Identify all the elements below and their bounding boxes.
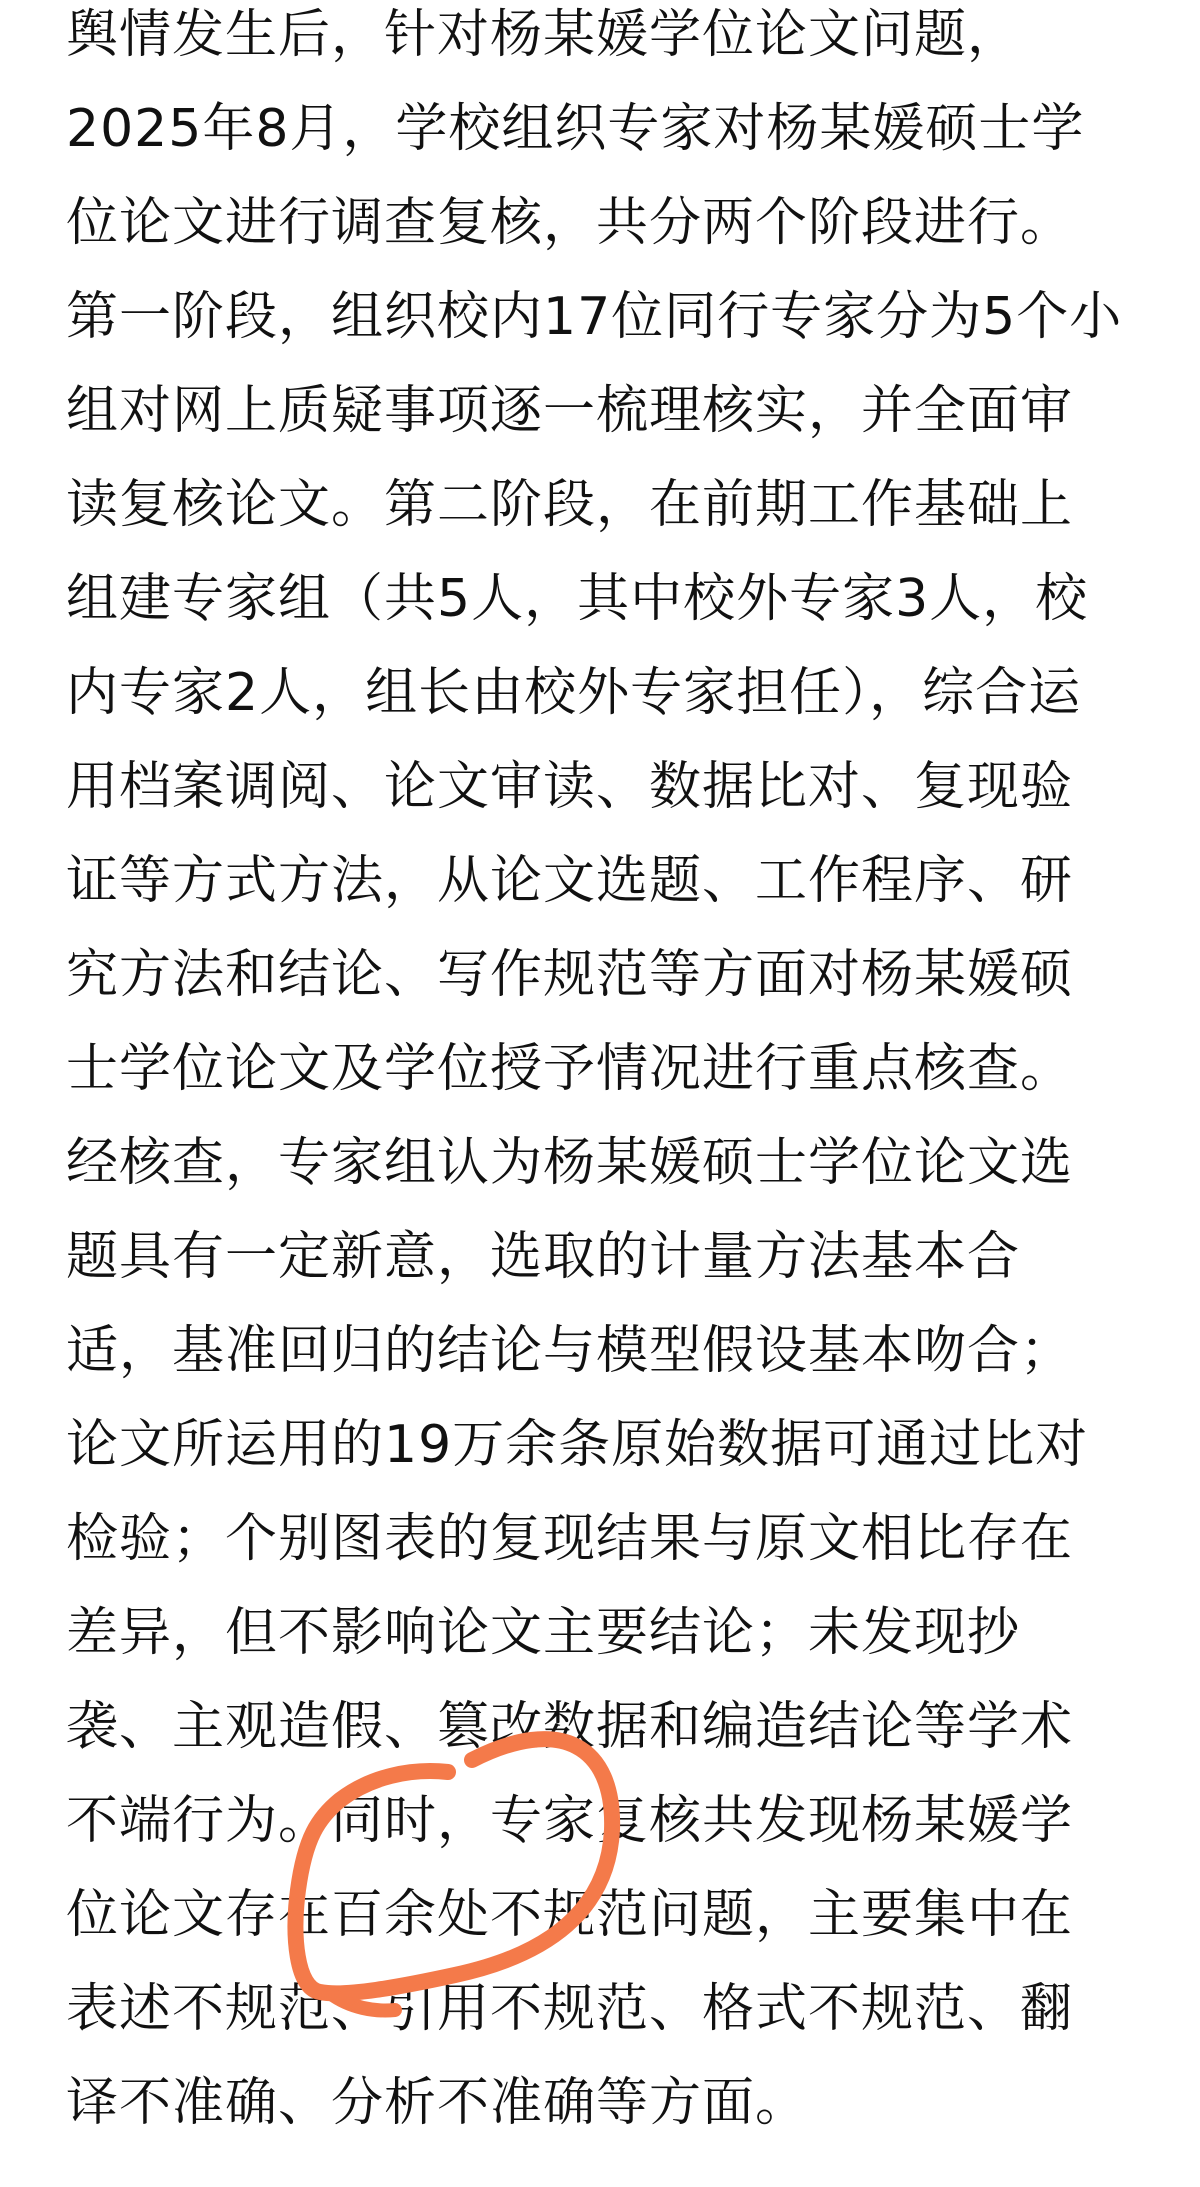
text-line: 士学位论文及学位授予情况进行重点核查。 xyxy=(66,1039,1074,1099)
text-line: 译不准确、分析不准确等方面。 xyxy=(66,2073,809,2133)
text-line: 究方法和结论、写作规范等方面对杨某媛硕 xyxy=(66,945,1074,1005)
text-line: 位论文进行调查复核，共分两个阶段进行。 xyxy=(66,193,1074,253)
text-line: 题具有一定新意，选取的计量方法基本合 xyxy=(66,1227,1021,1287)
text-line: 表述不规范、引用不规范、格式不规范、翻 xyxy=(66,1979,1074,2039)
text-line: 证等方式方法，从论文选题、工作程序、研 xyxy=(66,851,1074,911)
text-line: 检验；个别图表的复现结果与原文相比存在 xyxy=(66,1509,1074,1569)
text-line: 袭、主观造假、篡改数据和编造结论等学术 xyxy=(66,1697,1074,1757)
text-line: 论文所运用的19万余条原始数据可通过比对 xyxy=(66,1415,1089,1475)
text-line: 第一阶段，组织校内17位同行专家分为5个小 xyxy=(66,287,1123,347)
text-line: 组对网上质疑事项逐一梳理核实，并全面审 xyxy=(66,381,1074,441)
text-line: 位论文存在百余处不规范问题，主要集中在 xyxy=(66,1885,1074,1945)
text-line: 差异，但不影响论文主要结论；未发现抄 xyxy=(66,1603,1021,1663)
text-line: 适，基准回归的结论与模型假设基本吻合； xyxy=(66,1321,1074,1381)
text-line: 2025年8月，学校组织专家对杨某媛硕士学 xyxy=(66,99,1085,159)
text-line: 读复核论文。第二阶段，在前期工作基础上 xyxy=(66,475,1074,535)
text-line: 经核查，专家组认为杨某媛硕士学位论文选 xyxy=(66,1133,1074,1193)
text-line: 内专家2人，组长由校外专家担任），综合运 xyxy=(66,663,1082,723)
text-line: 舆情发生后，针对杨某媛学位论文问题， xyxy=(66,5,1021,65)
text-line: 不端行为。同时，专家复核共发现杨某媛学 xyxy=(66,1791,1074,1851)
text-line: 用档案调阅、论文审读、数据比对、复现验 xyxy=(66,757,1074,817)
text-line: 组建专家组（共5人，其中校外专家3人，校 xyxy=(66,569,1089,629)
